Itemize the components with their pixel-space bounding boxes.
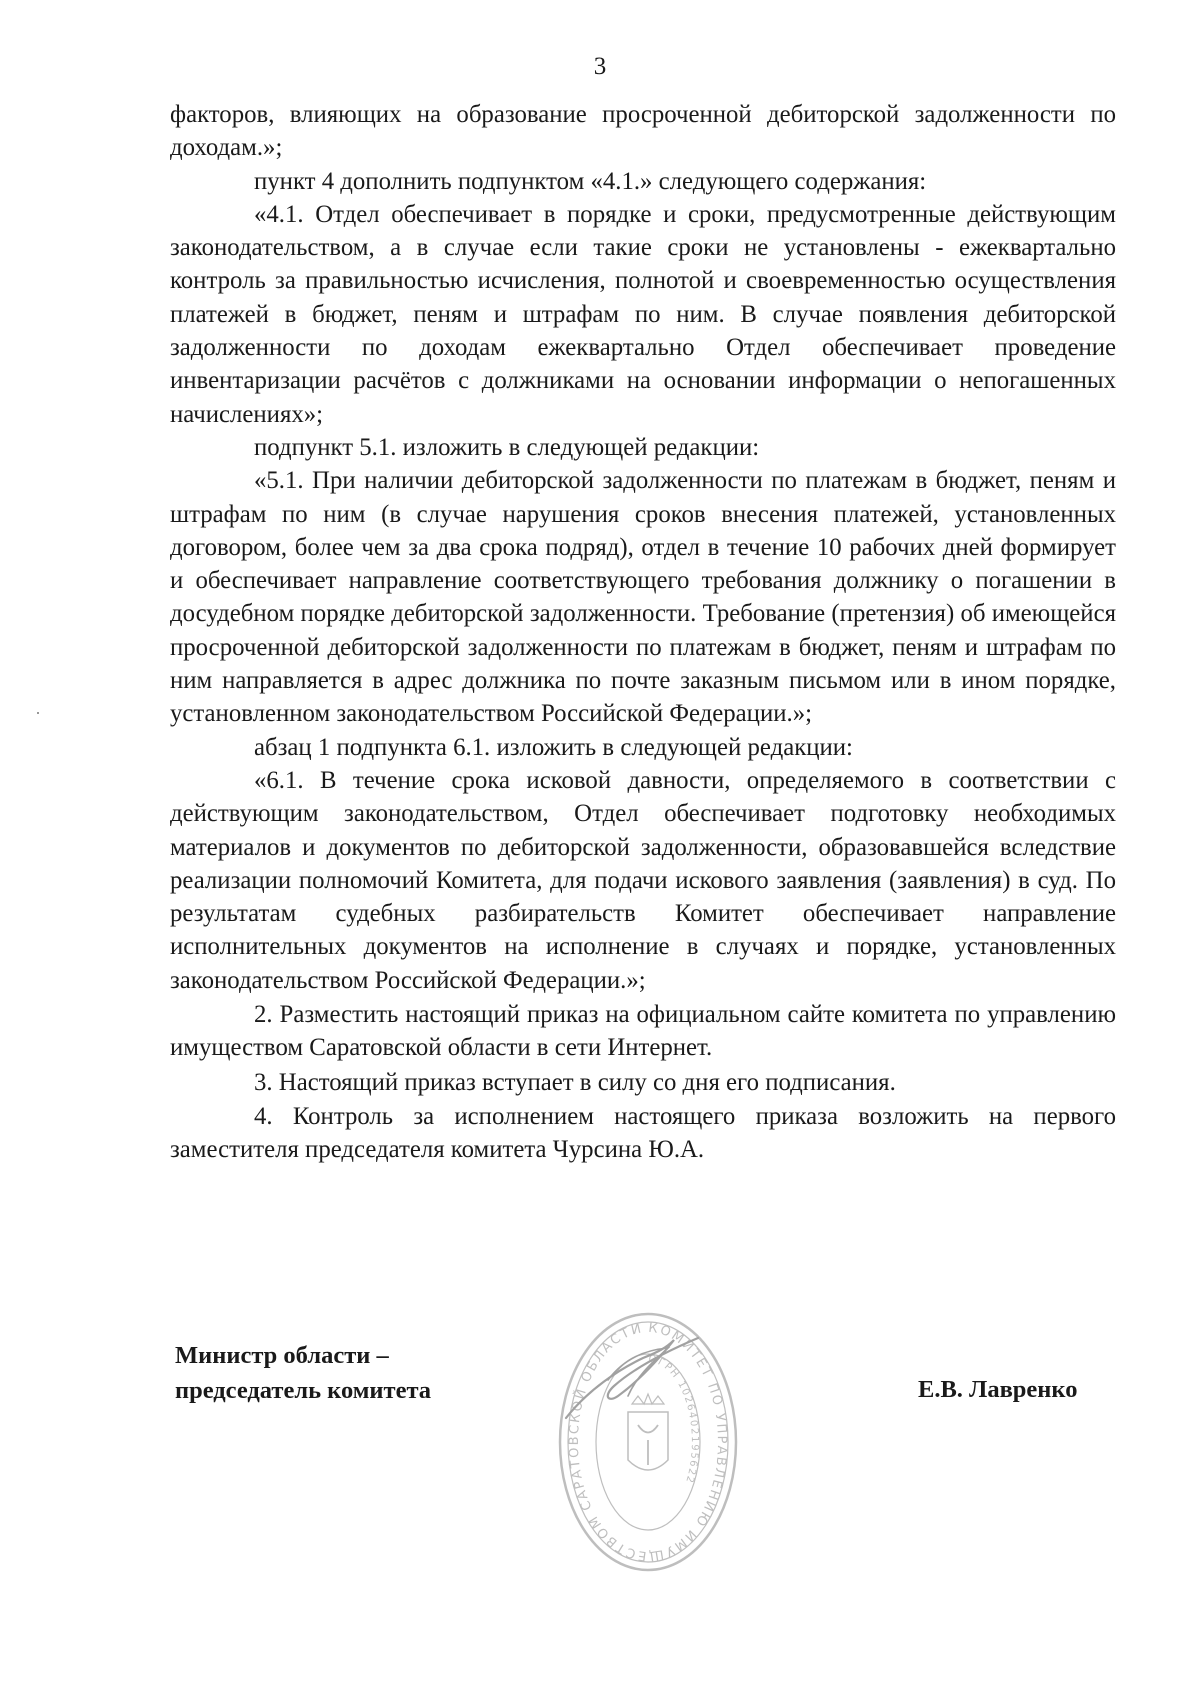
scan-artifact-dot [37,712,39,714]
paragraph-item-4: 4. Контроль за исполнением настоящего приказа возложить на первого заместителя председателя комитета Чурсина Ю.А. [170,1102,1116,1164]
paragraph-clause-4-1: «4.1. Отдел обеспечивает в порядке и сроки, предусмотренные действующим законодательством, а в случае если такие сроки не установлены - ежеквартально контроль за правильностью исчисления, полнотой и своевременностью осуществления платежей в бюджет, пеням и штрафам по ним. В случае появления дебиторской задолженности по доходам ежеквартально Отдел обеспечивает проведение инвентаризации расчётов с должниками на основании информации о непогашенных начислениях»; [170,200,1116,428]
paragraph-amend-subpoint-6-1: абзац 1 подпункта 6.1. изложить в следующей редакции: [254,733,853,761]
signatory-name: Е.В. Лавренко [918,1376,1078,1403]
document-body [170,98,1116,1167]
svg-text:КОМИТЕТ ПО УПРАВЛЕНИЮ ИМУЩЕСТВ: КОМИТЕТ ПО УПРАВЛЕНИЮ ИМУЩЕСТВОМ САРАТОВСКОЙ ОБЛАСТИ [566,1320,729,1564]
paragraph-continuation: факторов, влияющих на образование просроченной дебиторской задолженности по доходам.»; [170,101,1116,162]
paragraph-amend-subpoint-5-1: подпункт 5.1. изложить в следующей редакции: [254,433,760,461]
page-number: 3 [593,53,607,80]
svg-text:ОГРН 1026402195622: ОГРН 1026402195622 [647,1353,700,1486]
paragraph-item-3: 3. Настоящий приказ вступает в силу со дня его подписания. [254,1068,896,1096]
paragraph-clause-6-1: «6.1. В течение срока исковой давности, определяемого в соответствии с действующим законодательством, Отдел обеспечивает подготовку необходимых материалов и документов по дебиторской задолженности, образовавшейся вследствие реализации полномочий Комитета, для подачи искового заявления (заявления) в суд. По результатам судебных разбирательств Комитет обеспечивает направление исполнительных документов на исполнение в случаях и порядке, установленных законодательством Российской Федерации.»; [170,766,1116,994]
paragraph-amend-point-4: пункт 4 дополнить подпунктом «4.1.» следующего содержания: [254,167,927,195]
signatory-title-line-1: Министр области – [175,1342,389,1369]
paragraph-clause-5-1: «5.1. При наличии дебиторской задолженности по платежам в бюджет, пеням и штрафам по ним (в случае нарушения сроков внесения платежей, установленных договором, более чем за два срока подряд), отдел в течение 10 рабочих дней формирует и обеспечивает направление соответствующего требования должнику о погашении в досудебном порядке дебиторской задолженности. Требование (претензия) об имеющейся просроченной дебиторской задолженности по платежам в бюджет, пеням и штрафам по ним направляется в адрес должника по почте заказным письмом или в ином порядке, установленном законодательством Российской Федерации.»; [170,467,1116,728]
signatory-title [175,1338,431,1408]
official-seal-stamp [548,1300,748,1580]
signatory-title-line-2: председатель комитета [175,1377,432,1404]
paragraph-item-2: 2. Разместить настоящий приказ на официальном сайте комитета по управлению имуществом Саратовской области в сети Интернет. [170,1001,1116,1062]
